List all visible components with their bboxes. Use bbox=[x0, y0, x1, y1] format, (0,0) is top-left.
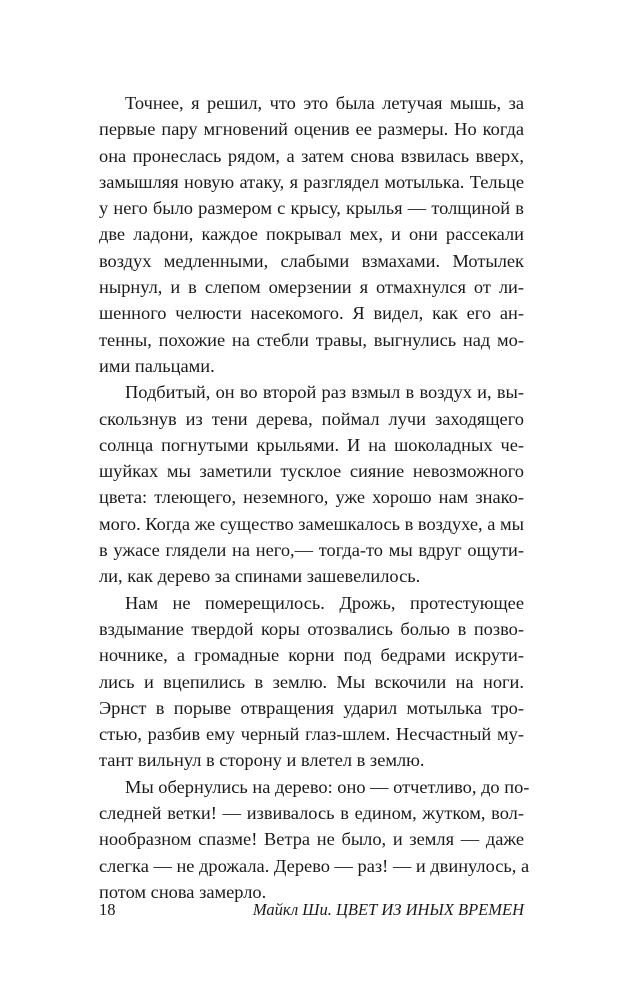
text-line: мого. Когда же существо замешкалось в воздухе, а мы bbox=[99, 513, 524, 534]
running-head: Майкл Ши. ЦВЕТ ИЗ ИНЫХ ВРЕМЕН bbox=[252, 900, 524, 919]
text-line: ими пальцами. bbox=[99, 355, 215, 376]
paragraph bbox=[99, 90, 524, 379]
text-line: слегка — не дрожала. Дерево — раз! — и двинулось, а bbox=[99, 855, 530, 876]
text-line: следней ветки! — извивалось в едином, жутком, вол- bbox=[99, 803, 524, 824]
text-line: первые пару мгновений оценив ее размеры. Но когда bbox=[99, 119, 524, 140]
text-line: Точнее, я решил, что это была летучая мышь, за bbox=[125, 93, 524, 113]
text-line: нырнул, и в слепом омерзении я отмахнулся от ли- bbox=[99, 277, 524, 298]
text-line: лись и вцепились в землю. Мы вскочили на ноги. bbox=[99, 671, 524, 692]
page-body bbox=[99, 90, 530, 905]
text-line: в ужасе глядели на него,— тогда-то мы вдруг ощути- bbox=[99, 540, 524, 561]
text-line: скользнув из тени дерева, поймал лучи заходящего bbox=[99, 408, 524, 429]
text-line: нообразном спазме! Ветра не было, и земля — даже bbox=[99, 829, 524, 850]
text-line: Нам не померещилось. Дрожь, протестующее bbox=[125, 592, 524, 613]
text-line: Подбитый, он во второй раз взмыл в воздух и, вы- bbox=[125, 382, 524, 403]
paragraph bbox=[99, 379, 524, 589]
paragraph bbox=[99, 590, 524, 774]
text-line: тенны, похожие на стебли травы, выгнулись над мо- bbox=[99, 329, 524, 350]
text-line: цвета: тлеющего, неземного, уже хорошо нам знако- bbox=[99, 487, 524, 508]
text-line: потом снова замерло. bbox=[99, 881, 267, 902]
text-line: ночнике, а громадные корни под бедрами искрути- bbox=[99, 645, 524, 666]
text-line: ли, как дерево за спинами зашевелилось. bbox=[99, 566, 421, 587]
text-line: Мы обернулись на дерево: оно — отчетливо, до по- bbox=[125, 776, 530, 797]
text-line: тант вильнул в сторону и влетел в землю. bbox=[99, 750, 425, 771]
text-line: у него было размером с крысу, крылья — толщиной в bbox=[99, 198, 524, 219]
text-line: она пронеслась рядом, а затем снова взвилась вверх, bbox=[99, 145, 524, 166]
text-line: замышляя новую атаку, я разглядел мотылька. Тельце bbox=[99, 171, 524, 192]
text-line: Эрнст в порыве отвращения ударил мотылька тро- bbox=[99, 697, 524, 718]
text-line: шенного челюсти насекомого. Я видел, как его ан- bbox=[99, 303, 524, 324]
text-line: вздымание твердой коры отозвались болью в позво- bbox=[99, 618, 524, 639]
text-line: шуйках мы заметили тусклое сияние невозможного bbox=[99, 461, 524, 482]
text-line: стью, разбив ему черный глаз-шлем. Несчастный му- bbox=[99, 724, 524, 745]
page-footer bbox=[99, 898, 524, 922]
paragraph bbox=[99, 774, 530, 905]
text-line: воздух медленными, слабыми взмахами. Мотылек bbox=[99, 250, 524, 271]
text-line: две ладони, каждое покрывал мех, и они рассекали bbox=[99, 224, 524, 245]
page-number: 18 bbox=[99, 900, 116, 919]
text-line: солнца погнутыми крыльями. И на шоколадных че- bbox=[99, 434, 524, 455]
